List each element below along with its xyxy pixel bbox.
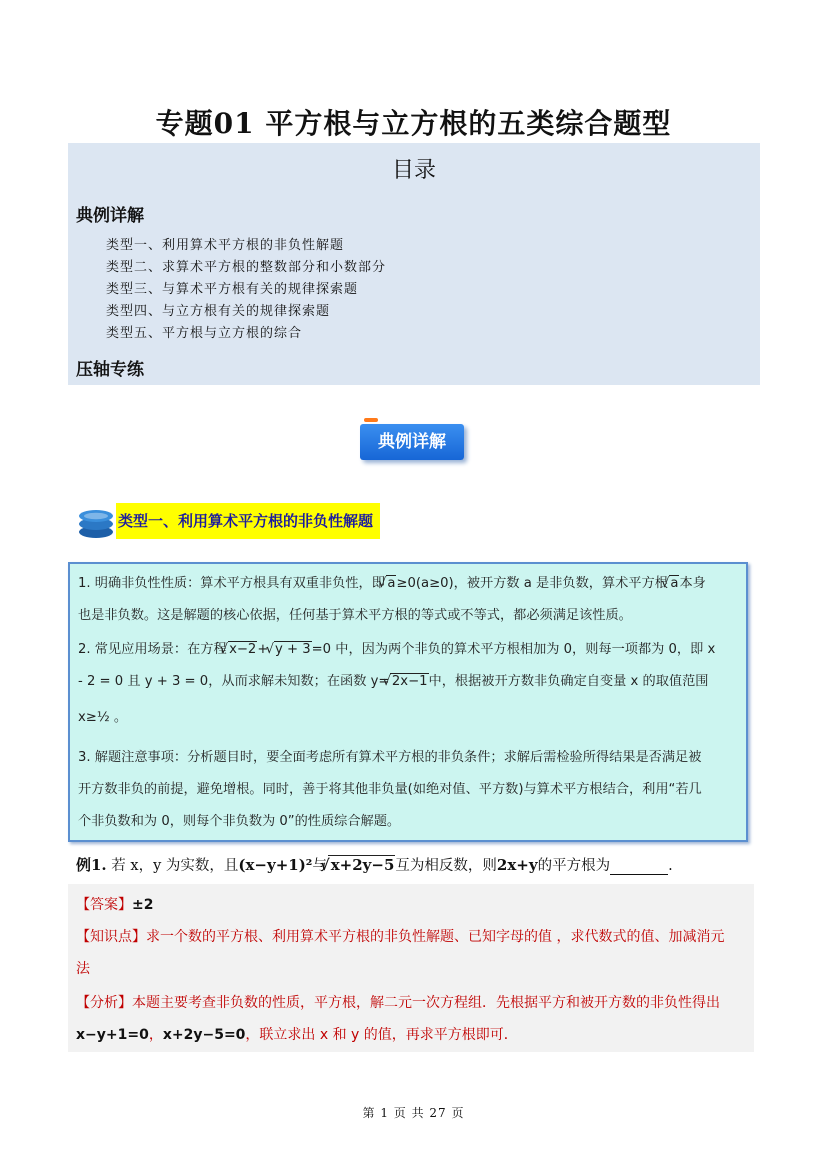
toc-heading: 目录 [391, 158, 436, 183]
knowledge-line: 【知识点】求一个数的平方根、利用算术平方根的非负性解题、已知字母的值 ，求代数式的值、加减消元 [76, 929, 725, 945]
badge-decoration [364, 418, 378, 422]
sqrt-a: √ a [386, 575, 397, 591]
example-label: 例1. [76, 856, 107, 874]
tip-line: 个非负数和为 0，则每个非负数为 0”的性质综合解题。 [78, 814, 401, 829]
tips-box [68, 562, 748, 842]
tip-line: 2. 常见应用场景：在方程√ x−2+ √ y + 3=0 中，因为两个非负的算术平方根相加为 0，则每一项都为 0，即 x [78, 638, 715, 657]
tip-line: 开方数非负的前提，避免增根。同时，善于将其他非负量(如绝对值、平方数)与算术平方根结合，利用“若几 [78, 782, 702, 797]
toc-item: 类型一、利用算术平方根的非负性解题 [106, 238, 345, 253]
tip-line: - 2 = 0 且 y + 3 = 0，从而求解未知数；在函数 y=√ 2x−1中，根据被开方数非负确定自变量 x 的取值范围 [78, 670, 708, 689]
books-icon [77, 502, 115, 540]
analysis-line-2: x−y+1=0，x+2y−5=0，联立求出 x 和 y 的值，再求平方根即可． [76, 1027, 518, 1043]
toc-item: 类型二、求算术平方根的整数部分和小数部分 [106, 260, 387, 275]
answer-box [68, 884, 754, 1052]
toc-section-practice: 压轴专练 [76, 360, 144, 380]
page-footer: 第 1 页 共 27 页 [362, 1106, 465, 1120]
knowledge-line-2: 法 [76, 961, 90, 977]
analysis-line: 【分析】本题主要考查非负数的性质，平方根，解二元一次方程组．先根据平方和被开方数的非负性得出 [76, 995, 720, 1011]
tip-line: 1. 明确非负性性质：算术平方根具有双重非负性，即√ a≥0(a≥0)，被开方数 a 是非负数，算术平方根√ a本身 [78, 572, 706, 591]
tip-line: 3. 解题注意事项：分析题目时，要全面考虑所有算术平方根的非负条件；求解后需检验所得结果是否满足被 [78, 750, 702, 765]
tip-line: 也是非负数。这是解题的核心依据，任何基于算术平方根的等式或不等式，都必须满足该性质。 [78, 608, 632, 623]
toc-item: 类型五、平方根与立方根的综合 [106, 326, 303, 341]
toc-section-examples: 典例详解 [76, 206, 144, 226]
answer-blank [610, 860, 668, 875]
table-of-contents [68, 143, 760, 385]
example-question: 例1. 若 x，y 为实数，且(x−y+1)²与√ x+2y−5互为相反数，则2x+y的平方根为 . [76, 854, 673, 875]
section-badge: 典例详解 [360, 424, 464, 460]
toc-item: 类型三、与算术平方根有关的规律探索题 [106, 282, 359, 297]
toc-item: 类型四、与立方根有关的规律探索题 [106, 304, 331, 319]
page-title: 专题01 平方根与立方根的五类综合题型 [155, 107, 672, 140]
answer-line: 【答案】±2 [76, 897, 154, 913]
type-heading: 类型一、利用算术平方根的非负性解题 [116, 503, 380, 539]
sqrt-a: √ a [669, 575, 680, 591]
tip-line: x≥½ 。 [78, 710, 128, 725]
